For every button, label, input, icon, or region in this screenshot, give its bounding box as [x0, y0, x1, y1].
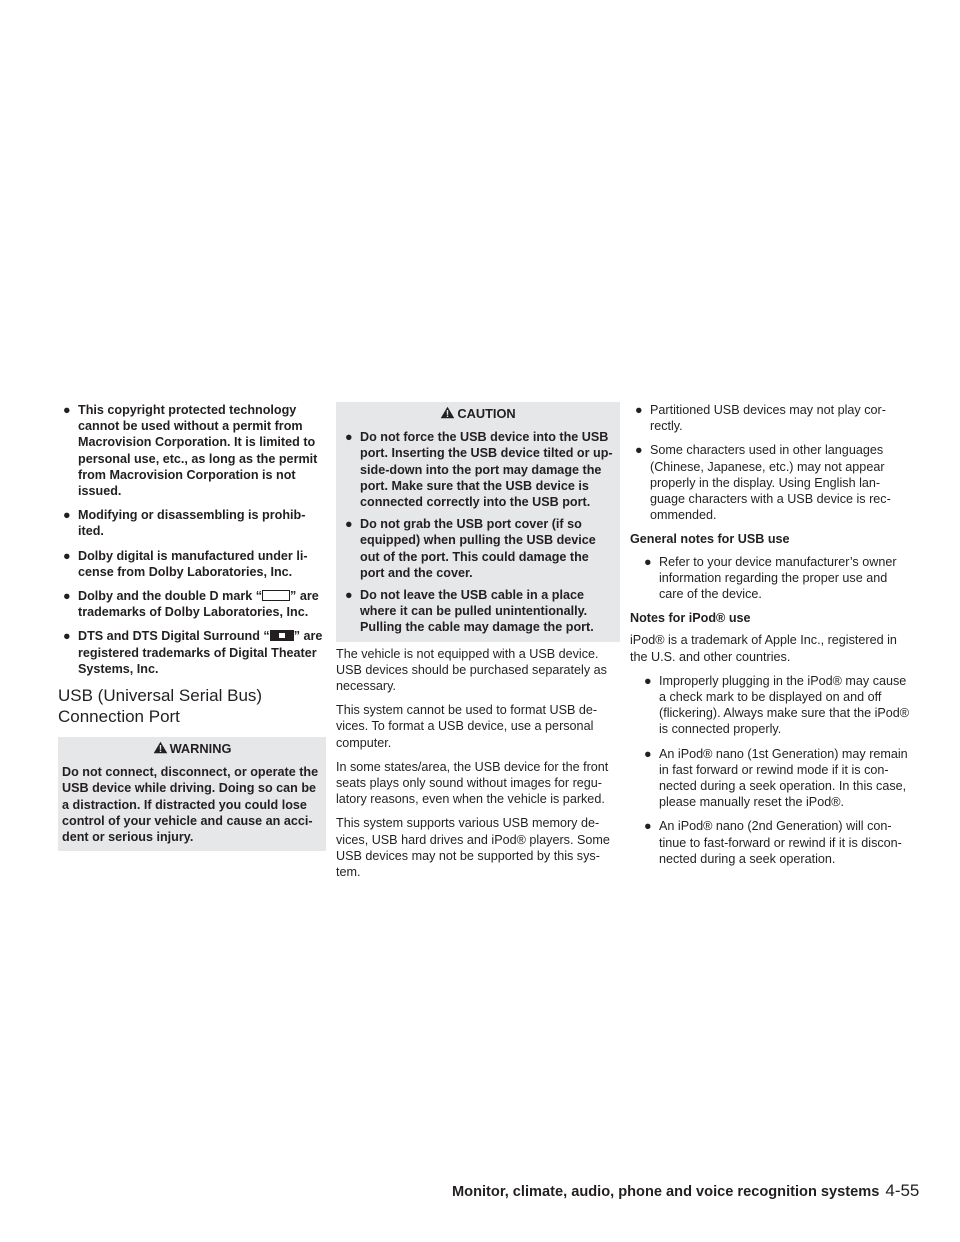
list-item: ● This copyright protected technology cannot be used without a permit from Macrovision Corporation. It is limited to personal use, etc., as long as the permit from Macrovision Corporation is not issued.: [63, 403, 318, 499]
paragraph: The vehicle is not equipped with a USB device. USB devices should be purchased separately as necessary.: [336, 646, 607, 694]
bullet-icon: ●: [644, 673, 652, 688]
footer-title: Monitor, climate, audio, phone and voice recognition systems: [452, 1184, 880, 1200]
list-item: ● Do not force the USB device into the USB port. Inserting the USB device tilted or up-side-down into the port may damage the port. Make sure that the USB device is connected correctly into the USB port.: [345, 430, 613, 510]
list-item: ● An iPod® nano (2nd Generation) will con-tinue to fast-forward or rewind if it is discon-nected during a seek operation.: [644, 819, 902, 866]
caution-header: CAUTION: [336, 402, 620, 425]
list-item: ● Modifying or disassembling is prohib-ited.: [63, 508, 306, 539]
subheading-ipod: Notes for iPod® use: [630, 611, 751, 626]
list-item: ● Some characters used in other languages (Chinese, Japanese, etc.) may not appear properly in the display. Using English lan-guage characters with a USB device is rec-ommended.: [635, 443, 891, 523]
dts-logo-icon: [270, 630, 294, 641]
list-item: ● Dolby digital is manufactured under li-cense from Dolby Laboratories, Inc.: [63, 548, 308, 579]
bullet-icon: ●: [635, 403, 643, 417]
page-footer: [452, 1181, 922, 1201]
bullet-icon: ●: [644, 819, 652, 834]
caution-triangle-icon: [440, 406, 455, 419]
warning-header: WARNING: [58, 737, 326, 760]
bullet-icon: ●: [345, 588, 353, 603]
bullet-icon: ●: [345, 430, 353, 445]
caution-content: [336, 425, 620, 641]
paragraph: In some states/area, the USB device for the front seats plays only sound without images for regu-latory reasons, even when the vehicle is parked.: [336, 759, 609, 807]
bullet-icon: ●: [63, 548, 71, 563]
caution-box: [336, 402, 620, 642]
subheading-general: General notes for USB use: [630, 532, 790, 547]
paragraph: This system supports various USB memory de-vices, USB hard drives and iPod® players. Some USB devices may not be supported by this sys-tem.: [336, 816, 610, 880]
page-number: 4-55: [885, 1181, 920, 1200]
list-item: ● Refer to your device manufacturer’s owner information regarding the proper use and care of the device.: [644, 554, 897, 602]
bullet-icon: ●: [644, 746, 652, 761]
bullet-icon: ●: [63, 403, 71, 417]
bullet-icon: ●: [345, 517, 353, 532]
bullet-icon: ●: [63, 589, 71, 604]
bullet-icon: ●: [635, 443, 643, 458]
list-item: ● An iPod® nano (1st Generation) may remain in fast forward or rewind mode if it is con-nected during a seek operation. In this case, please manually reset the iPod®.: [644, 746, 908, 810]
warning-triangle-icon: [153, 741, 168, 754]
section-title: USB (Universal Serial Bus) Connection Port: [58, 686, 263, 727]
list-item: ● Improperly plugging in the iPod® may cause a check mark to be displayed on and off (flickering). Always make sure that the iPod® is connected properly.: [644, 673, 910, 737]
dolby-logo-icon: [262, 590, 290, 601]
list-item: ● Do not leave the USB cable in a place where it can be pulled unintentionally. Pulling the cable may damage the port.: [345, 588, 594, 635]
column-right: [630, 402, 914, 875]
warning-text: Do not connect, disconnect, or operate the USB device while driving. Doing so can be a distraction. If distracted you could lose control of your vehicle and cause an acci-dent or serious injury.: [62, 765, 319, 845]
bullet-icon: ●: [644, 554, 652, 569]
list-item: ● Dolby and the double D mark “ ” are trademarks of Dolby Laboratories, Inc.: [63, 589, 319, 620]
list-item: ● DTS and DTS Digital Surround “ ” are registered trademarks of Digital Theater Systems, Inc.: [63, 629, 323, 676]
bullet-icon: ●: [63, 629, 71, 644]
bullet-icon: ●: [63, 508, 71, 523]
paragraph: This system cannot be used to format USB de-vices. To format a USB device, use a personal computer.: [336, 703, 598, 750]
paragraph: iPod® is a trademark of Apple Inc., registered in the U.S. and other countries.: [630, 633, 897, 664]
warning-box: [58, 737, 326, 851]
column-left: [58, 402, 326, 855]
column-middle: [336, 402, 620, 888]
list-item: ● Do not grab the USB port cover (if so equipped) when pulling the USB device out of the port. This could damage the port and the cover.: [345, 517, 596, 580]
list-item: ● Partitioned USB devices may not play cor-rectly.: [635, 403, 886, 434]
